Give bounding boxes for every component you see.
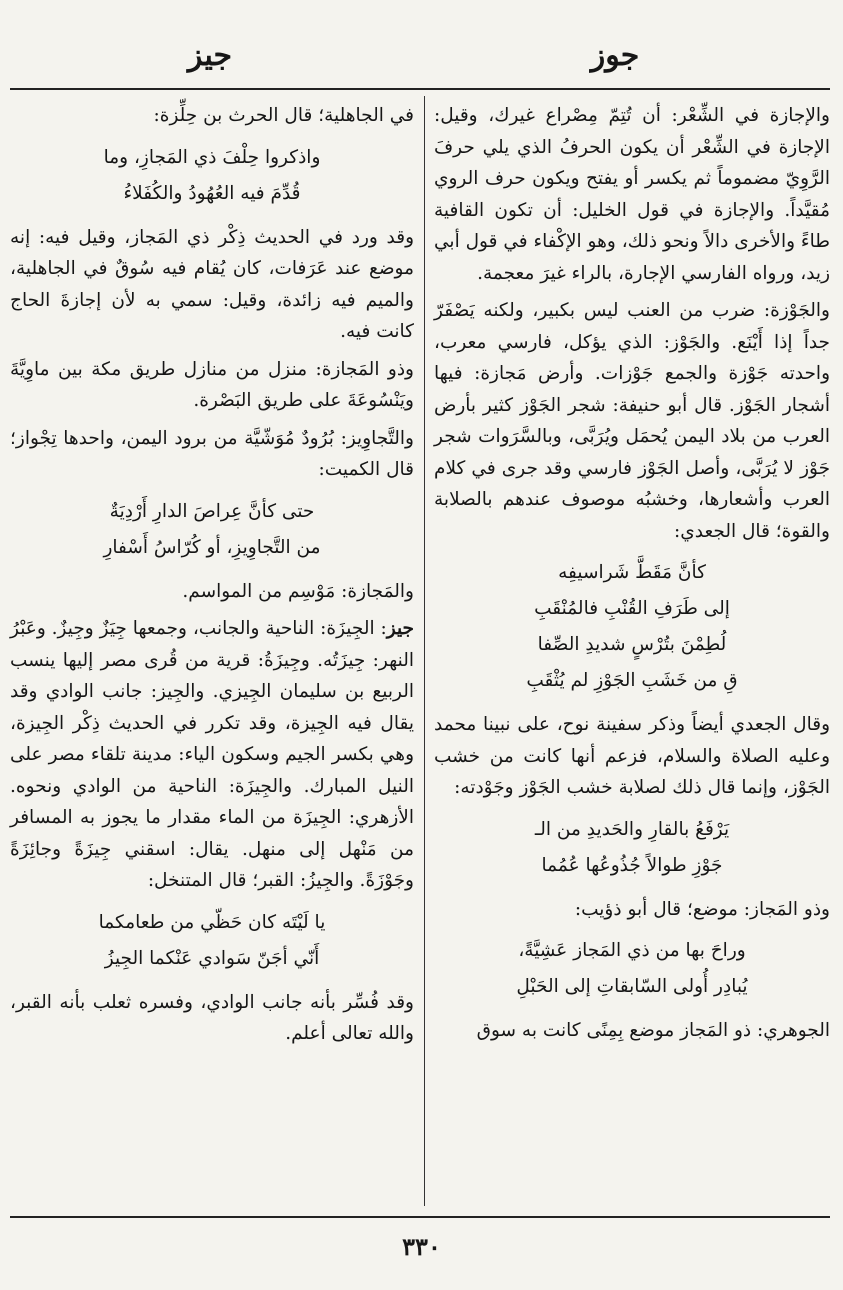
verse-line: واذكروا حِلْفَ ذي المَجازِ، وما — [103, 146, 321, 168]
paragraph-ijaza: والإجازة في الشِّعْر: أن تُتِمّ مِصْراع غيرك، وقيل: الإجازة في الشِّعْر أن يكون الحرفُ الذي يلي حرفَ الرَّوِيّ مضموماً ثم يكسر أو يفتح ويكون حرف الروي مُقيَّداً. والإجازة في قول الخليل: أن تكون القافية طاءً والأخرى دالاً ونحو ذلك، وهو الإكْفاء في قول أبي زيد، ورواه الفارسي الإجارة، بالراء غيرَ معجمة. — [434, 105, 830, 284]
paragraph-jawhari: الجوهري: ذو المَجاز موضع بِمِنًى كانت به سوق — [476, 1020, 830, 1041]
verse-line: يا لَيْتَه كان حَظّي من طعامكما — [98, 911, 326, 933]
left-column — [10, 100, 414, 1056]
entry-headword: جيز — [386, 618, 414, 639]
entry-definition: : الجِيزَة: الناحية والجانب، وجمعها جِيَزٌ وجِيزٌ. وعَبْرُ النهر: جِيزَتُه. وجِيزَةُ: قرية من قُرى مصر إليها ينسب الربيع بن سليمان الجِيزي. والجِيز: جانب الوادي وقد يقال فيه الجِيزة، وقد تكرر في الحديث ذِكْر الجِيزة، وهي بكسر الجيم وسكون الياء: مدينة تلقاء مصر على النيل المبارك. والجِيزَة: الناحية من الوادي ونحوه. الأزهري: الجِيزَة من الماء مقدار ما يجوز به المسافر من مَنْهل إلى منهل. يقال: اسقني جِيزَةً وجائِزَةً وجَوْزَةً. والجِيزُ: القبر؛ قال المتنخل: — [10, 618, 414, 891]
verse-mutanakhkhil — [10, 905, 414, 977]
paragraph-jahiliyya: في الجاهلية؛ قال الحرث بن حِلِّزة: — [153, 105, 414, 126]
verse-abu-dhuayb — [434, 933, 830, 1005]
verse-line: جَوْزِ طوالاً جُذُوعُها عُمُما — [541, 854, 723, 876]
right-column — [434, 100, 830, 1053]
verse-line: من التَّجاوِيزِ، أو كُرّاسُ أَسْفارِ — [103, 536, 321, 558]
paragraph-jawza: والجَوْزة: ضرب من العنب ليس بكبير، ولكنه يَصْفَرّ جداً إذا أَيْنَع. والجَوْز: الذي يؤكل، فارسي معرب، واحدته جَوْزة والجمع جَوْزات. وأرض مَجازة: فيها أشجار الجَوْز. قال أبو حنيفة: شجر الجَوْز كثير بأرض العرب من بلاد اليمن يُحمَل ويُرَبَّى، وبالسَّرَوات شجر جَوْز لا يُرَبَّى، وأصل الجَوْز فارسي وقد جرى في كلام العرب وأشعارها، وخشبُه موصوف عندهم بالصلابة والقوة؛ قال الجعدي: — [434, 300, 830, 542]
column-separator — [424, 96, 425, 1206]
paragraph-majaza-station: وذو المَجازة: منزل من منازل طريق مكة بين ماوِيَّةَ ويَنْسُوعَةَ على طريق البَصْرة. — [10, 358, 414, 411]
verse-line: أَنّي أجَنّ سَوادي عَنْكما الجِيزُ — [104, 947, 320, 969]
verse-line: قُدِّمَ فيه العُهُودُ والكُفَلاءُ — [123, 182, 301, 204]
page-number: ٣٣٠ — [402, 1232, 441, 1261]
running-header-right: جوز — [590, 38, 640, 73]
paragraph-tha-lab: وقد فُسِّر بأنه جانب الوادي، وفسره ثعلب بأنه القبر، والله تعالى أعلم. — [10, 991, 414, 1044]
paragraph-mawsim: والمَجازة: مَوْسِم من المواسم. — [182, 580, 414, 602]
verse-harith — [10, 140, 414, 212]
paragraph-hadith: وقد ورد في الحديث ذِكْر ذي المَجاز، وقيل فيه: إنه موضع عند عَرَفات، كان يُقام فيه سُوقٌ في الجاهلية، والميم فيه زائدة، وقيل: سمي به لأن إجازةَ الحاج كانت فيه. — [10, 226, 414, 342]
verse-line: يُبادِر أُولى السّابقاتِ إلى الحَبْلِ — [516, 976, 748, 997]
header-rule — [10, 88, 830, 90]
verse-jadi-1 — [434, 555, 830, 699]
footer-rule — [10, 1216, 830, 1218]
verse-line: كأنَّ مَقَطَّ شَراسيفِه — [558, 562, 706, 583]
verse-line: إلى طَرَفِ القُنْبِ فالمُنْقَبِ — [534, 598, 730, 619]
entry-jiz — [10, 613, 414, 897]
running-header-left: جيز — [187, 38, 233, 73]
verse-line: قِ من خَشَبِ الجَوْزِ لم يُثْقَبِ — [526, 670, 738, 691]
paragraph-noah-ship: وقال الجعدي أيضاً وذكر سفينة نوح، على نبينا محمد وعليه الصلاة والسلام، فزعم أنها كانت من خشب الجَوْز، وإنما قال ذلك لصلابة خشب الجَوْز وجَوْدته: — [434, 714, 830, 798]
verse-line: وراحَ بها من ذي المَجاز عَشِيَّةً، — [518, 940, 746, 961]
paragraph-tajawiz: والتَّجاوِيز: بُرُودٌ مُوَشّيَّة من برود اليمن، واحدها تِجْواز؛ قال الكميت: — [10, 427, 414, 480]
verse-line: لُطِمْنَ بتُرْسٍ شديدِ الصِّفا — [537, 634, 727, 655]
verse-line: يَرْفَعُ بالقارِ والحَديدِ من الـ — [534, 818, 730, 840]
verse-line: حتى كأنَّ عِراصَ الدارِ أَرْدِيَةٌ — [109, 500, 315, 522]
verse-jadi-2 — [434, 812, 830, 884]
paragraph-dhul-majaz: وذو المَجاز: موضع؛ قال أبو ذؤيب: — [574, 898, 830, 920]
verse-kumayt — [10, 494, 414, 566]
